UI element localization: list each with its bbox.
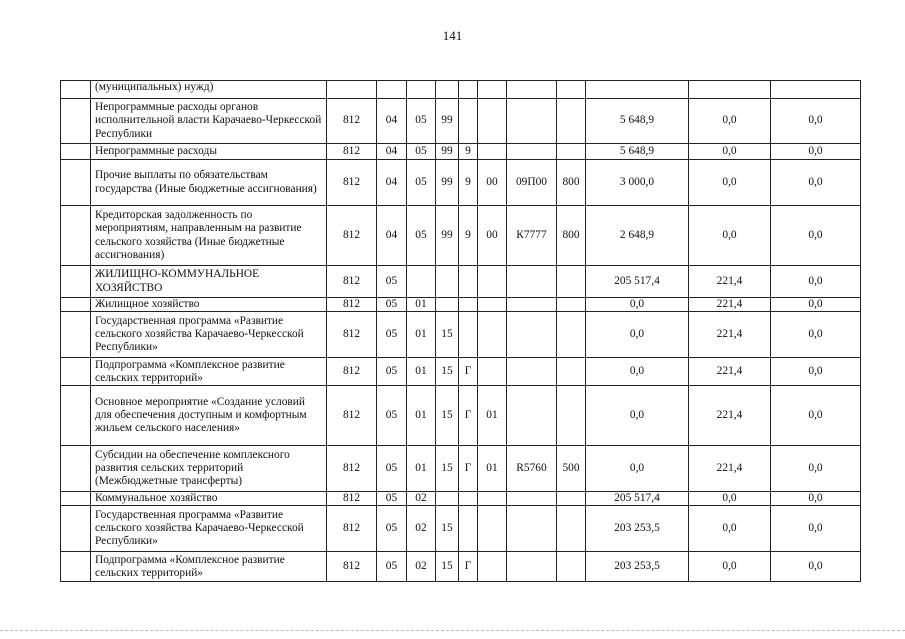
table-row [61, 206, 861, 266]
cell-amount-year1: 203 253,5 [586, 506, 689, 552]
cell-subsection: 01 [407, 312, 436, 358]
cell-blank [61, 160, 91, 206]
cell-blank [61, 144, 91, 160]
cell-direction: R5760 [507, 446, 557, 492]
cell-subprogram [459, 312, 478, 358]
cell-subsection: 02 [407, 492, 436, 506]
cell-blank [61, 99, 91, 144]
cell-main-event [478, 506, 507, 552]
cell-amount-year1: 203 253,5 [586, 552, 689, 582]
cell-subsection: 01 [407, 386, 436, 446]
cell-direction [507, 358, 557, 386]
cell-amount-year2: 221,4 [689, 386, 771, 446]
cell-subprogram: Г [459, 386, 478, 446]
cell-amount-year3: 0,0 [771, 298, 861, 312]
cell-amount-year3: 0,0 [771, 312, 861, 358]
cell-amount-year3: 0,0 [771, 266, 861, 298]
cell-amount-year3: 0,0 [771, 206, 861, 266]
cell-admin-code: 812 [327, 206, 377, 266]
cell-subsection [407, 266, 436, 298]
cell-section [377, 81, 407, 99]
cell-blank [61, 206, 91, 266]
cell-name: Жилищное хозяйство [91, 298, 327, 312]
cell-main-event [478, 266, 507, 298]
table-row [61, 506, 861, 552]
cell-name: Государственная программа «Развитие сельского хозяйства Карачаево-Черкесской Республики» [91, 312, 327, 358]
cell-expense-type [557, 386, 586, 446]
cell-subsection: 01 [407, 358, 436, 386]
cell-direction [507, 144, 557, 160]
cell-subprogram [459, 81, 478, 99]
cell-name: Подпрограмма «Комплексное развитие сельских территорий» [91, 552, 327, 582]
cell-expense-type [557, 492, 586, 506]
page-number: 141 [442, 28, 463, 43]
cell-amount-year2: 221,4 [689, 266, 771, 298]
cell-amount-year3: 0,0 [771, 552, 861, 582]
cell-admin-code: 812 [327, 298, 377, 312]
cell-subprogram: 9 [459, 144, 478, 160]
budget-table [60, 80, 861, 582]
cell-amount-year3: 0,0 [771, 446, 861, 492]
cell-admin-code: 812 [327, 492, 377, 506]
cell-blank [61, 298, 91, 312]
cell-amount-year3: 0,0 [771, 99, 861, 144]
cell-program [436, 492, 459, 506]
cell-expense-type [557, 506, 586, 552]
cell-section: 05 [377, 358, 407, 386]
cell-program: 15 [436, 358, 459, 386]
cell-direction [507, 506, 557, 552]
cell-section: 05 [377, 386, 407, 446]
cell-section: 05 [377, 312, 407, 358]
cell-amount-year1: 0,0 [586, 446, 689, 492]
cell-subprogram [459, 266, 478, 298]
cell-amount-year2: 0,0 [689, 144, 771, 160]
cell-amount-year3: 0,0 [771, 492, 861, 506]
cell-program: 99 [436, 144, 459, 160]
cell-admin-code: 812 [327, 160, 377, 206]
cell-admin-code: 812 [327, 506, 377, 552]
cell-amount-year2: 221,4 [689, 298, 771, 312]
cell-direction [507, 266, 557, 298]
table-row [61, 552, 861, 582]
cell-expense-type [557, 81, 586, 99]
cell-direction [507, 298, 557, 312]
cell-subsection: 05 [407, 99, 436, 144]
cell-amount-year1: 3 000,0 [586, 160, 689, 206]
cell-main-event [478, 492, 507, 506]
cell-subsection: 01 [407, 298, 436, 312]
cell-direction: 09П00 [507, 160, 557, 206]
cell-direction: К7777 [507, 206, 557, 266]
cell-section: 05 [377, 552, 407, 582]
cell-program: 15 [436, 552, 459, 582]
cell-program [436, 266, 459, 298]
cell-amount-year3: 0,0 [771, 358, 861, 386]
cell-name: Кредиторская задолженность по мероприятиям, направленным на развитие сельского хозяйства (Иные бюджетные ассигнования) [91, 206, 327, 266]
table-row [61, 81, 861, 99]
cell-main-event [478, 298, 507, 312]
cell-section: 04 [377, 160, 407, 206]
cell-main-event: 00 [478, 206, 507, 266]
cell-admin-code: 812 [327, 552, 377, 582]
cell-direction [507, 81, 557, 99]
cell-expense-type: 800 [557, 206, 586, 266]
cell-admin-code: 812 [327, 144, 377, 160]
cell-amount-year1: 0,0 [586, 358, 689, 386]
cell-blank [61, 386, 91, 446]
cell-program [436, 81, 459, 99]
cell-main-event: 00 [478, 160, 507, 206]
cell-subprogram: 9 [459, 160, 478, 206]
cell-admin-code [327, 81, 377, 99]
table-row [61, 160, 861, 206]
table-row [61, 386, 861, 446]
cell-amount-year1: 205 517,4 [586, 266, 689, 298]
cell-amount-year2: 0,0 [689, 160, 771, 206]
cell-amount-year2: 0,0 [689, 506, 771, 552]
cell-amount-year2: 0,0 [689, 492, 771, 506]
cell-subprogram [459, 492, 478, 506]
cell-amount-year2 [689, 81, 771, 99]
cell-amount-year3: 0,0 [771, 160, 861, 206]
cell-name: Непрограммные расходы [91, 144, 327, 160]
cell-admin-code: 812 [327, 312, 377, 358]
cell-expense-type [557, 298, 586, 312]
cell-amount-year2: 0,0 [689, 552, 771, 582]
cell-subprogram: Г [459, 446, 478, 492]
cell-name: (муниципальных) нужд) [91, 81, 327, 99]
cell-admin-code: 812 [327, 446, 377, 492]
cell-subprogram: Г [459, 552, 478, 582]
cell-blank [61, 81, 91, 99]
cell-program: 99 [436, 206, 459, 266]
table-row [61, 99, 861, 144]
cell-blank [61, 492, 91, 506]
cell-amount-year1: 5 648,9 [586, 99, 689, 144]
cell-expense-type: 500 [557, 446, 586, 492]
table-row [61, 446, 861, 492]
cell-program: 15 [436, 446, 459, 492]
cell-direction [507, 492, 557, 506]
cell-subsection: 02 [407, 552, 436, 582]
cell-admin-code: 812 [327, 99, 377, 144]
cell-program: 15 [436, 312, 459, 358]
cell-main-event [478, 312, 507, 358]
cell-section: 05 [377, 298, 407, 312]
cell-direction [507, 99, 557, 144]
cell-amount-year2: 221,4 [689, 358, 771, 386]
cell-amount-year2: 0,0 [689, 206, 771, 266]
cell-amount-year1 [586, 81, 689, 99]
cell-expense-type [557, 144, 586, 160]
table-row [61, 492, 861, 506]
cell-subsection: 02 [407, 506, 436, 552]
page-bottom-edge [0, 630, 905, 631]
cell-subsection: 05 [407, 144, 436, 160]
cell-amount-year1: 205 517,4 [586, 492, 689, 506]
table-row [61, 144, 861, 160]
cell-blank [61, 266, 91, 298]
cell-amount-year1: 0,0 [586, 298, 689, 312]
cell-subsection: 01 [407, 446, 436, 492]
cell-section: 05 [377, 506, 407, 552]
cell-expense-type: 800 [557, 160, 586, 206]
cell-subsection: 05 [407, 160, 436, 206]
cell-amount-year2: 221,4 [689, 312, 771, 358]
cell-admin-code: 812 [327, 386, 377, 446]
cell-main-event [478, 99, 507, 144]
cell-direction [507, 552, 557, 582]
cell-main-event [478, 144, 507, 160]
cell-section: 05 [377, 492, 407, 506]
cell-blank [61, 506, 91, 552]
table-row [61, 312, 861, 358]
cell-program: 99 [436, 160, 459, 206]
table-row [61, 266, 861, 298]
cell-expense-type [557, 266, 586, 298]
cell-section: 04 [377, 99, 407, 144]
cell-name: Непрограммные расходы органов исполнительной власти Карачаево-Черкесской Республики [91, 99, 327, 144]
cell-main-event: 01 [478, 446, 507, 492]
table-row [61, 358, 861, 386]
cell-program: 15 [436, 506, 459, 552]
cell-expense-type [557, 552, 586, 582]
cell-amount-year1: 2 648,9 [586, 206, 689, 266]
cell-program: 99 [436, 99, 459, 144]
cell-name: Подпрограмма «Комплексное развитие сельских территорий» [91, 358, 327, 386]
cell-name: ЖИЛИЩНО-КОММУНАЛЬНОЕ ХОЗЯЙСТВО [91, 266, 327, 298]
cell-expense-type [557, 312, 586, 358]
cell-blank [61, 446, 91, 492]
cell-amount-year3: 0,0 [771, 506, 861, 552]
cell-subprogram: 9 [459, 206, 478, 266]
cell-main-event [478, 358, 507, 386]
cell-amount-year3: 0,0 [771, 144, 861, 160]
cell-subprogram [459, 99, 478, 144]
cell-program [436, 298, 459, 312]
cell-admin-code: 812 [327, 266, 377, 298]
cell-subprogram [459, 506, 478, 552]
budget-table-body [61, 81, 861, 582]
cell-amount-year3: 0,0 [771, 386, 861, 446]
cell-direction [507, 386, 557, 446]
cell-section: 05 [377, 446, 407, 492]
cell-blank [61, 358, 91, 386]
cell-main-event [478, 81, 507, 99]
cell-amount-year1: 5 648,9 [586, 144, 689, 160]
cell-amount-year2: 221,4 [689, 446, 771, 492]
cell-amount-year3 [771, 81, 861, 99]
cell-subsection [407, 81, 436, 99]
cell-direction [507, 312, 557, 358]
cell-name: Субсидии на обеспечение комплексного развития сельских территорий (Межбюджетные трансферты) [91, 446, 327, 492]
cell-name: Коммунальное хозяйство [91, 492, 327, 506]
cell-main-event: 01 [478, 386, 507, 446]
table-row [61, 298, 861, 312]
cell-name: Прочие выплаты по обязательствам государства (Иные бюджетные ассигнования) [91, 160, 327, 206]
cell-blank [61, 312, 91, 358]
cell-name: Основное мероприятие «Создание условий для обеспечения доступным и комфортным жильем сельского населения» [91, 386, 327, 446]
cell-section: 05 [377, 266, 407, 298]
cell-subsection: 05 [407, 206, 436, 266]
cell-section: 04 [377, 144, 407, 160]
cell-admin-code: 812 [327, 358, 377, 386]
cell-name: Государственная программа «Развитие сельского хозяйства Карачаево-Черкесской Республики» [91, 506, 327, 552]
cell-amount-year1: 0,0 [586, 386, 689, 446]
cell-amount-year1: 0,0 [586, 312, 689, 358]
cell-subprogram [459, 298, 478, 312]
cell-expense-type [557, 99, 586, 144]
cell-amount-year2: 0,0 [689, 99, 771, 144]
cell-main-event [478, 552, 507, 582]
cell-program: 15 [436, 386, 459, 446]
cell-subprogram: Г [459, 358, 478, 386]
cell-blank [61, 552, 91, 582]
cell-section: 04 [377, 206, 407, 266]
cell-expense-type [557, 358, 586, 386]
